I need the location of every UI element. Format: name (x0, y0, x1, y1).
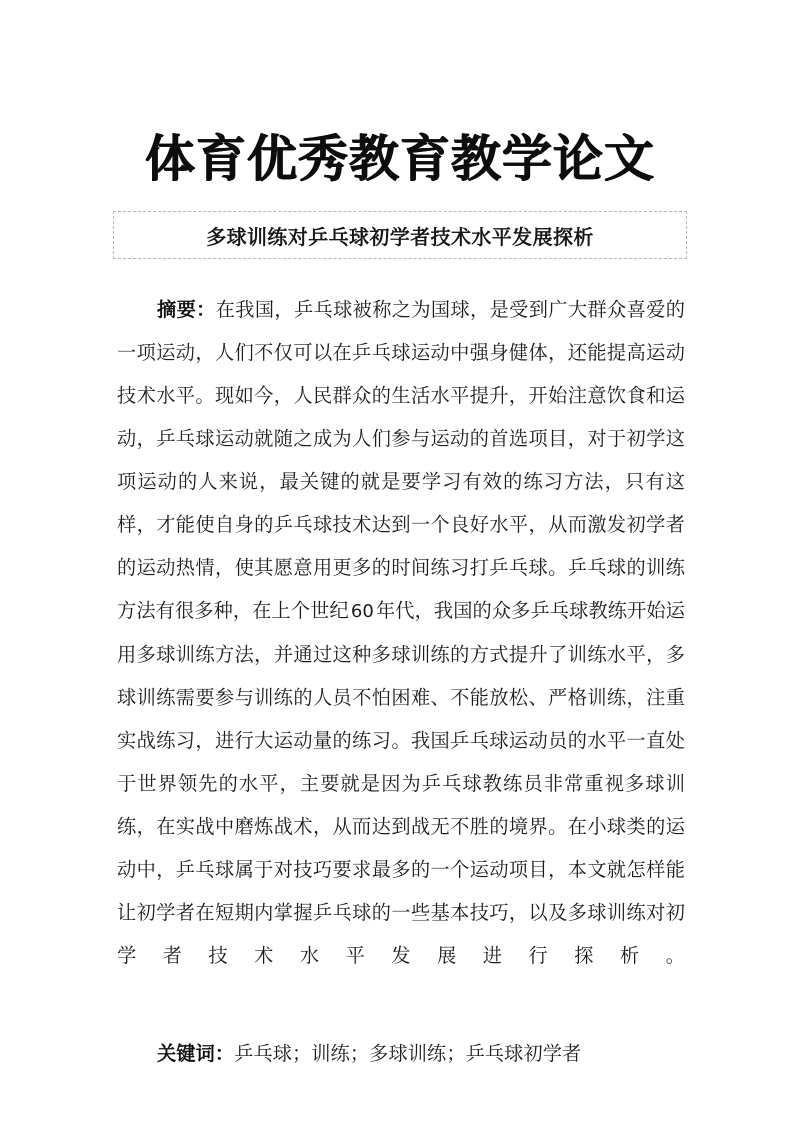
abstract-text-first: 在我国，乒乓球被称之为国球，是受到广大群众喜爱的一项运动，人们不仅可以在乒乓球运动中强身健体，还能提高运动技术水平。现如今，人民群众的生活水平提升，开始注意饮食和运动，乒乓球运动就随之成为人们参与运动的首选项目，对于初学这项运动的人来说，最关键的就是要学习有效的练习方法，只有这样，才能使自身的乒乓球技术达到一个良好水平，从而激发初学者的运动热情，使其愿意用更多的时间练习打乒乓球。乒乓球的训练方法有很多种，在上个世纪 (117, 298, 685, 622)
document-body (117, 288, 685, 1075)
page-title: 体育优秀教育教学论文 (145, 129, 655, 188)
abstract-text-second: 年代，我国的众多乒乓球教练开始运用多球训练方法，并通过这种多球训练的方式提升了训练水平，多球训练需要参与训练的人员不怕困难、不能放松、严格训练，注重实战练习，进行大运动量的练习。我国乒乓球运动员的水平一直处于世界领先的水平，主要就是因为乒乓球教练员非常重视多球训练，在实战中磨炼战术，从而达到战无不胜的境界。在小球类的运动中，乒乓球属于对技巧要求最多的一个运动项目，本文就怎样能让初学者在短期内掌握乒乓球的一些基本技巧，以及多球训练对初学者技术水平发展进行探析。 (117, 599, 685, 967)
abstract-paragraph (117, 288, 685, 1020)
keywords-paragraph (117, 1020, 685, 1075)
article-subtitle: 多球训练对乒乓球初学者技术水平发展探析 (206, 224, 594, 249)
subtitle-box (113, 211, 687, 259)
keywords-label: 关键词： (157, 1042, 235, 1065)
keywords-text: 乒乓球；训练；多球训练；乒乓球初学者 (234, 1042, 582, 1065)
abstract-year-number: 60 (350, 601, 374, 622)
abstract-label: 摘要： (157, 298, 216, 321)
